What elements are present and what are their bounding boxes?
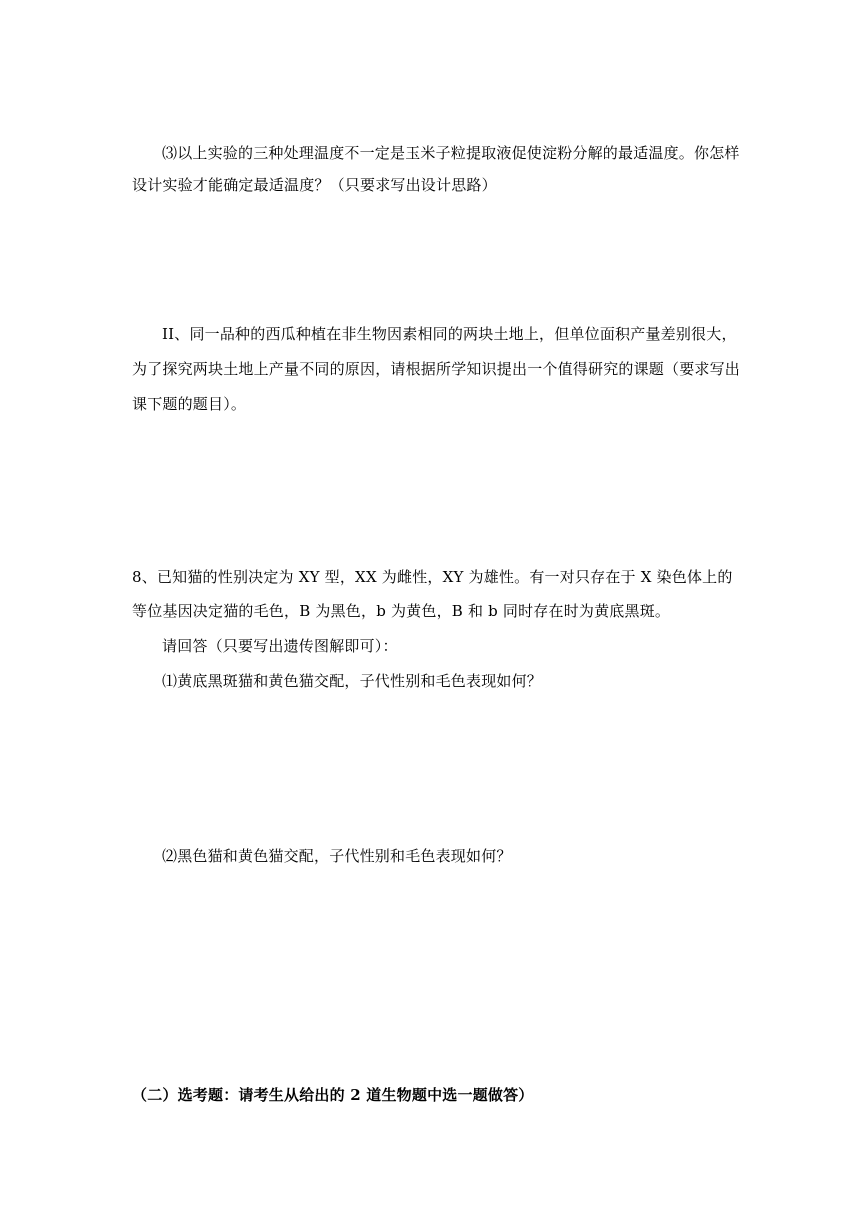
question-8-instruction: 请回答（只要写出遗传图解即可）：	[162, 637, 398, 655]
part-2-line-3: 课下题的题目）。	[132, 395, 247, 413]
question-8-line-2: 等位基因决定猫的毛色，B 为黑色，b 为黄色，B 和 b 同时存在时为黄底黑斑。	[132, 602, 671, 620]
part-2-line-2: 为了探究两块土地上产量不同的原因，请根据所学知识提出一个值得研究的课题（要求写出	[132, 360, 741, 378]
question-8-sub-1: ⑴黄底黑斑猫和黄色猫交配，子代性别和毛色表现如何？	[162, 672, 543, 690]
question-3-line-1: ⑶以上实验的三种处理温度不一定是玉米子粒提取液促使淀粉分解的最适温度。你怎样	[162, 144, 740, 162]
question-8-line-1: 8、已知猫的性别决定为 XY 型，XX 为雌性，XY 为雄性。有一对只存在于 X 染色体上的	[132, 568, 733, 586]
section-heading: （二）选考题：请考生从给出的 2 道生物题中选一题做答）	[132, 1086, 534, 1104]
part-2-line-1: II、同一品种的西瓜种植在非生物因素相同的两块土地上，但单位面积产量差别很大，	[162, 325, 737, 343]
question-3-line-2: 设计实验才能确定最适温度？（只要求写出设计思路）	[132, 176, 497, 194]
question-8-sub-2: ⑵黑色猫和黄色猫交配，子代性别和毛色表现如何？	[162, 847, 512, 865]
